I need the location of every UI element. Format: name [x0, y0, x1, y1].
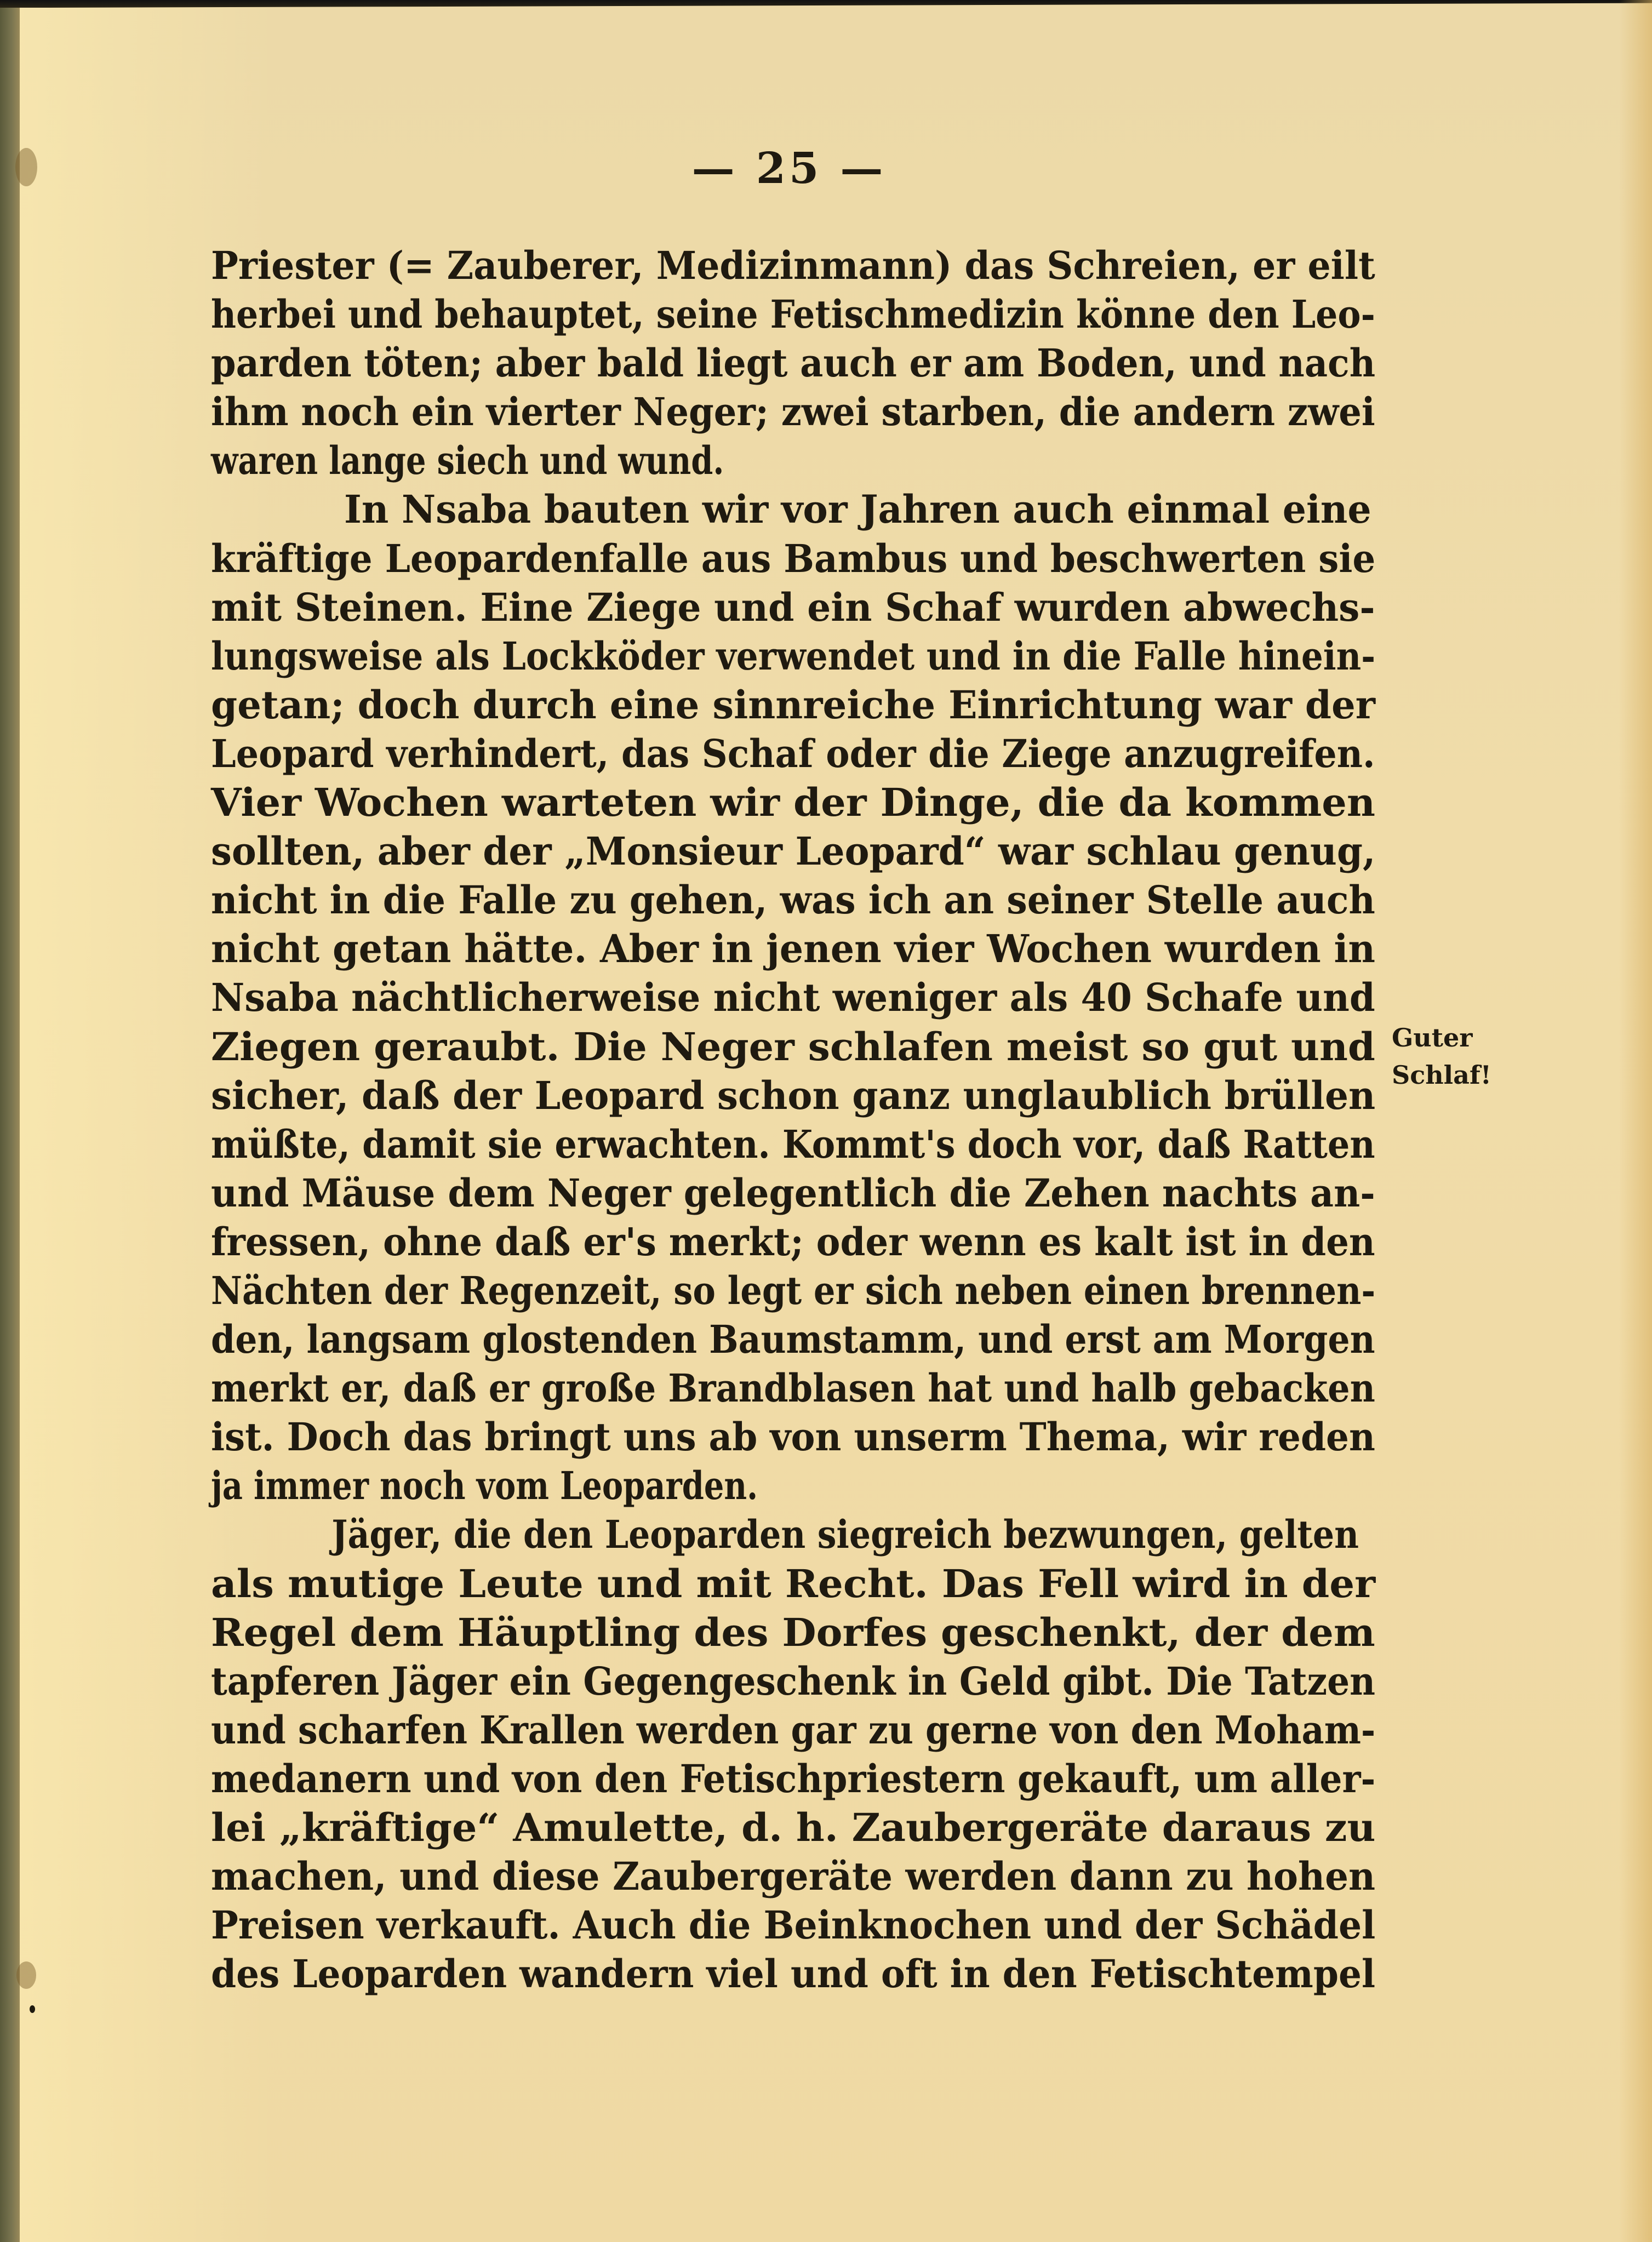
text-line: Jäger, die den Leoparden siegreich bezwungen, gelten — [331, 1512, 1359, 1558]
text-line: Regel dem Häuptling des Dorfes geschenkt, der dem — [211, 1609, 1375, 1655]
text-line: Preisen verkauft. Auch die Beinknochen und der Schädel — [211, 1902, 1376, 1948]
text-line: herbei und behauptet, seine Fetischmedizin könne den Leo- — [211, 291, 1375, 338]
binding-tear-mark — [16, 1961, 36, 1989]
margin-note — [1392, 1019, 1491, 1094]
text-line: Nsaba nächtlicherweise nicht weniger als 40 Schafe und — [211, 975, 1375, 1021]
body-text — [211, 241, 1375, 1998]
text-line: fressen, ohne daß er's merkt; oder wenn es kalt ist in den — [211, 1219, 1375, 1265]
text-line: nicht getan hätte. Aber in jenen vier Wochen wurden in — [211, 926, 1376, 972]
page-number: — 25 — — [691, 144, 887, 193]
text-line: parden töten; aber bald liegt auch er am Boden, und nach — [211, 340, 1376, 386]
text-line: Nächten der Regenzeit, so legt er sich neben einen brennen- — [211, 1267, 1376, 1313]
text-line: Leopard verhindert, das Schaf oder die Ziege anzugreifen. — [211, 730, 1375, 776]
text-line: machen, und diese Zaubergeräte werden dann zu hohen — [211, 1854, 1376, 1900]
text-line: und scharfen Krallen werden gar zu gerne von den Moham- — [211, 1707, 1376, 1753]
page-top-edge-shadow — [0, 0, 1652, 8]
text-line: mit Steinen. Eine Ziege und ein Schaf wurden abwechs- — [211, 584, 1375, 630]
text-line: lungsweise als Lockköder verwendet und in die Falle hinein- — [211, 633, 1376, 679]
text-line: den, langsam glostenden Baumstamm, und erst am Morgen — [211, 1317, 1375, 1363]
text-line: tapferen Jäger ein Gegengeschenk in Geld gibt. Die Tatzen — [211, 1658, 1376, 1704]
text-line: Ziegen geraubt. Die Neger schlafen meist so gut und — [211, 1023, 1375, 1069]
text-line: ihm noch ein vierter Neger; zwei starben, die andern zwei — [211, 389, 1375, 435]
margin-note-line: Guter — [1392, 1023, 1473, 1053]
book-spine — [0, 0, 20, 2242]
text-line: und Mäuse dem Neger gelegentlich die Zehen nachts an- — [211, 1170, 1375, 1216]
text-line: ja immer noch vom Leoparden. — [211, 1463, 758, 1509]
text-line: Priester (= Zauberer, Medizinmann) das Schreien, er eilt — [211, 243, 1375, 288]
text-line: merkt er, daß er große Brandblasen hat und halb gebacken — [211, 1365, 1375, 1411]
text-line: lei „kräftige“ Amulette, d. h. Zaubergeräte daraus zu — [211, 1805, 1376, 1850]
text-line: des Leoparden wandern viel und oft in den Fetischtempel — [211, 1951, 1376, 1997]
text-line: ist. Doch das bringt uns ab von unserm Thema, wir reden — [211, 1414, 1375, 1460]
text-line: als mutige Leute und mit Recht. Das Fell wird in der — [211, 1560, 1376, 1606]
text-line: getan; doch durch eine sinnreiche Einrichtung war der — [211, 682, 1376, 728]
ink-speck — [30, 2005, 35, 2013]
text-line: In Nsaba bauten wir vor Jahren auch einmal eine — [344, 487, 1371, 533]
text-line: Vier Wochen warteten wir der Dinge, die da kommen — [211, 780, 1375, 826]
text-line: müßte, damit sie erwachten. Kommt's doch vor, daß Ratten — [211, 1121, 1375, 1167]
text-line: medanern und von den Fetischpriestern gekauft, um aller- — [211, 1755, 1376, 1801]
text-line: sollten, aber der „Monsieur Leopard“ war schlau genug, — [211, 828, 1376, 874]
margin-note-line: Schlaf! — [1392, 1060, 1491, 1090]
page-right-edge-shade — [1619, 0, 1652, 2242]
text-line: waren lange siech und wund. — [211, 438, 724, 484]
text-line: nicht in die Falle zu gehen, was ich an seiner Stelle auch — [211, 877, 1375, 923]
text-line: sicher, daß der Leopard schon ganz unglaublich brüllen — [211, 1072, 1376, 1118]
text-line: kräftige Leopardenfalle aus Bambus und beschwerten sie — [211, 535, 1376, 581]
